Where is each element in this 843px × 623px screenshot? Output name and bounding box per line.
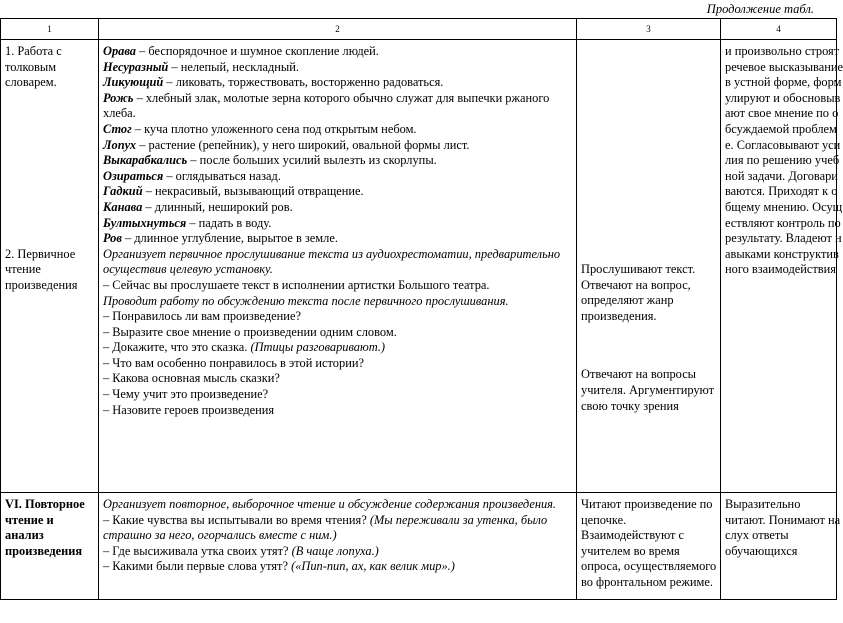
table-row: [1, 40, 837, 493]
stage-cell: [1, 493, 99, 600]
vocabulary-item: [103, 231, 573, 247]
vocabulary-definition: – ликовать, торжествовать, восторженно радоваться.: [163, 75, 444, 90]
vocabulary-term: Орава: [103, 44, 136, 58]
vocabulary-item: [103, 91, 573, 122]
teacher-activity-cell: [99, 493, 577, 600]
student-activity-cell: [577, 493, 721, 600]
competencies-cell: [721, 40, 843, 493]
vocabulary-item: [103, 200, 573, 216]
table-continuation-caption: Продолжение табл.: [706, 2, 814, 16]
stage-primary-reading: 2. Первичное чтение произведения: [5, 246, 78, 292]
question-3-answer: (Птицы разговаривают.): [250, 340, 386, 355]
vocabulary-definition: – куча плотно уложенного сена под открытым небом.: [131, 121, 417, 136]
vocabulary-definition: – длинное углубление, вырытое в земле.: [121, 231, 338, 246]
competencies-text: и произвольно строят речевое высказывание в устной форме, формулируют и обосновывают свое мнение по обсуждаемой проблеме. Согласовывают усилия по решению учебной задачи. Договариваются. Приходят к общему мнению. Осуществляют контроль по результату. Владеют навыками конструктивного взаимодействия: [725, 44, 843, 277]
question-first-words-text: – Какими были первые слова утят?: [103, 559, 292, 574]
vocabulary-term: Озираться: [103, 168, 164, 183]
question-3: [103, 340, 573, 356]
competencies-cell: [721, 493, 841, 600]
vocabulary-item: [103, 122, 573, 138]
vocabulary-item: [103, 44, 573, 60]
students-reading: Читают произведение по цепочке. Взаимодействуют с учителем во время опроса, осуществляемого во фронтальном режиме.: [581, 497, 717, 589]
vocabulary-term: Рожь: [103, 90, 134, 105]
teacher-line-listen: – Сейчас вы прослушаете текст в исполнении артистки Большого театра.: [103, 277, 490, 292]
question-nest-answer: (В чаще лопуха.): [291, 543, 379, 558]
vocabulary-term: Лопух: [103, 137, 137, 152]
vocabulary-item: [103, 138, 573, 154]
teacher-instruction-listening: Организует первичное прослушивание текста из аудиохрестоматии, предварительно осуществив целевую установку.: [103, 246, 561, 277]
vocabulary-definition: – оглядываться назад.: [163, 168, 281, 183]
header-cell-3: 3: [577, 19, 721, 40]
vocabulary-term: Ров: [103, 231, 122, 246]
vocabulary-item: [103, 216, 573, 232]
vocabulary-term: Гадкий: [103, 184, 143, 199]
vocabulary-term: Канава: [103, 199, 143, 214]
question-3-text: – Докажите, что это сказка.: [103, 340, 251, 355]
vocabulary-term: Бултыхнуться: [103, 215, 187, 230]
vocabulary-definition: – некрасивый, вызывающий отвращение.: [142, 184, 364, 199]
header-row: [1, 19, 837, 40]
question-1: – Понравилось ли вам произведение?: [103, 309, 301, 324]
question-nest-text: – Где высиживала утка своих утят?: [103, 543, 292, 558]
vocabulary-item: [103, 153, 573, 169]
teacher-instruction-discussion: Проводит работу по обсуждению текста после первичного прослушивания.: [103, 293, 509, 308]
vocabulary-definition: – нелепый, нескладный.: [168, 59, 299, 74]
teacher-instruction-repeated: Организует повторное, выборочное чтение и обсуждение содержания произведения.: [103, 497, 557, 511]
students-answering: Отвечают на вопросы учителя. Аргументируют свою точку зрения: [581, 367, 715, 413]
question-5: – Какова основная мысль сказки?: [103, 371, 280, 386]
question-feelings-text: – Какие чувства вы испытывали во время чтения?: [103, 512, 370, 527]
question-7: – Назовите героев произведения: [103, 402, 275, 417]
vocabulary-term: Ликующий: [103, 75, 164, 90]
teacher-activity-cell: [99, 40, 577, 493]
question-feelings: [103, 513, 573, 544]
header-cell-1: 1: [1, 19, 99, 40]
vocabulary-term: Выкарабкались: [103, 153, 188, 168]
vocabulary-term: Стог: [103, 121, 132, 136]
stage-cell: [1, 40, 99, 493]
vocabulary-list: [103, 44, 573, 247]
header-cell-4: 4: [721, 19, 837, 40]
question-first-words-answer: («Пип-пип, ах, как велик мир».): [291, 559, 455, 574]
header-cell-2: 2: [99, 19, 577, 40]
vocabulary-term: Несуразный: [103, 59, 169, 74]
question-4: – Что вам особенно понравилось в этой истории?: [103, 355, 364, 370]
question-6: – Чему учит это произведение?: [103, 387, 269, 402]
stage-repeated-reading: VI. Повторное чтение и анализ произведения: [5, 497, 85, 558]
vocabulary-definition: – после больших усилий вылезть из скорлупы.: [187, 153, 437, 168]
competencies-text: Выразительно читают. Понимают на слух ответы обучающихся: [725, 497, 841, 558]
vocabulary-definition: – падать в воду.: [186, 215, 272, 230]
student-activity-cell: [577, 40, 721, 493]
vocabulary-definition: – растение (репейник), у него широкий, овальной формы лист.: [136, 137, 470, 152]
students-listening: Прослушивают текст. Отвечают на вопрос, определяют жанр произведения.: [581, 262, 696, 323]
question-nest: [103, 544, 573, 560]
vocabulary-definition: – хлебный злак, молотые зерна которого обычно служат для выпечки ржаного хлеба.: [103, 90, 550, 121]
vocabulary-item: [103, 60, 573, 76]
vocabulary-item: [103, 169, 573, 185]
vocabulary-item: [103, 184, 573, 200]
question-2: – Выразите свое мнение о произведении одним словом.: [103, 324, 397, 339]
lesson-table: [0, 18, 843, 600]
table-row: [1, 493, 837, 600]
question-first-words: [103, 559, 573, 575]
stage-dictionary-work: 1. Работа с толковым словарем.: [5, 44, 62, 90]
vocabulary-item: [103, 75, 573, 91]
question-feelings-answer: (Мы переживали за утенка, было страшно за него, огорчались вместе с ним.): [103, 512, 548, 543]
vocabulary-definition: – беспорядочное и шумное скопление людей.: [136, 44, 379, 58]
vocabulary-definition: – длинный, неширокий ров.: [142, 199, 293, 214]
